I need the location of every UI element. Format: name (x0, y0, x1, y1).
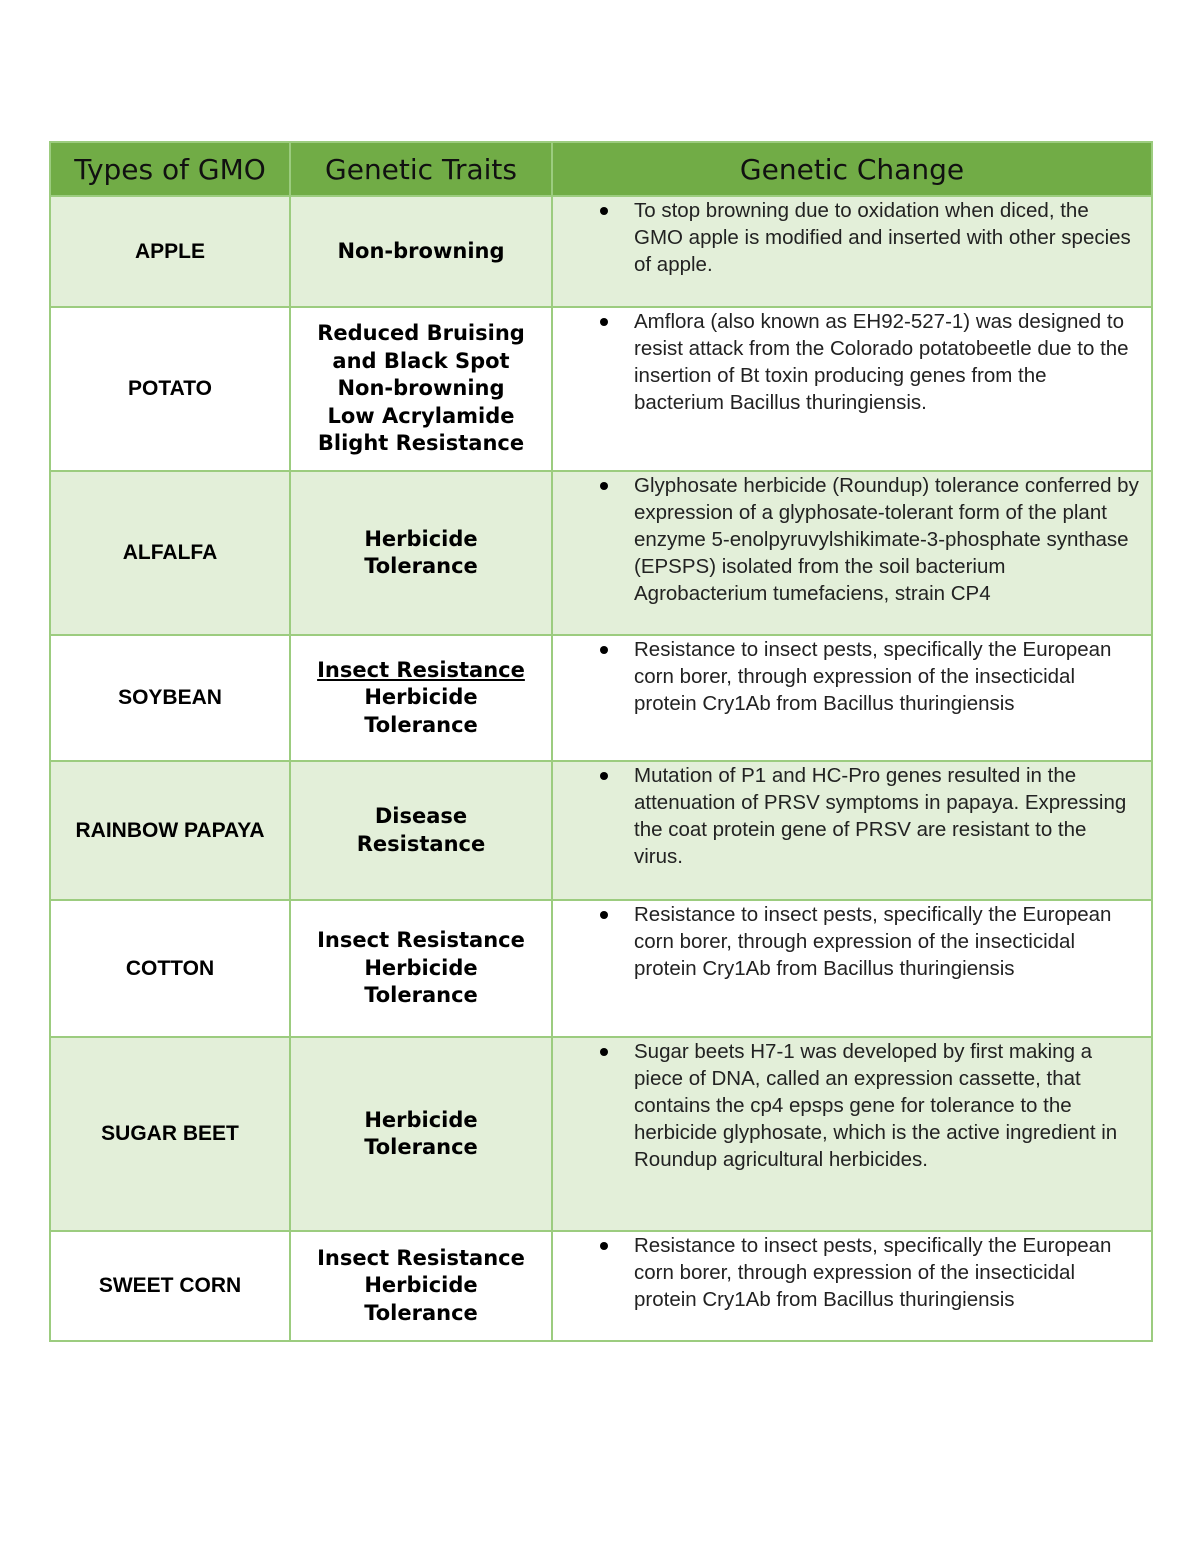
trait-line: Herbicide (364, 955, 478, 980)
table-row-sweet-corn (50, 1231, 1152, 1341)
genetic-change-text: Glyphosate herbicide (Roundup) tolerance conferred by expression of a glyphosate-tolerant form of the plant enzyme 5-enolpyruvylshikimate-3-phosphate synthase (EPSPS) isolated from the soil bacterium Agrobacterium tumefaciens, strain CP4 (553, 472, 1151, 607)
genetic-change-text: Resistance to insect pests, specifically the European corn borer, through expression of the insecticidal protein Cry1Ab from Bacillus thuringiensis (553, 1232, 1151, 1313)
trait-line: Insect Resistance (317, 928, 525, 953)
trait-line: Tolerance (364, 1135, 478, 1159)
table-row-potato (50, 307, 1152, 471)
genetic-traits (290, 635, 552, 761)
genetic-change (552, 900, 1152, 1037)
gmo-type: APPLE (50, 196, 290, 307)
trait-line: Non-browning (337, 238, 505, 263)
header-genetic-change: Genetic Change (552, 142, 1152, 196)
genetic-change-text: Mutation of P1 and HC-Pro genes resulted in the attenuation of PRSV symptoms in papaya. Expressing the coat protein gene of PRSV are resistant to the virus. (553, 762, 1151, 870)
trait-line: Insect Resistance (317, 657, 525, 682)
header-types-of-gmo: Types of GMO (50, 142, 290, 196)
genetic-traits (290, 307, 552, 471)
genetic-change (552, 635, 1152, 761)
genetic-change-text: To stop browning due to oxidation when diced, the GMO apple is modified and inserted with other species of apple. (553, 197, 1151, 278)
genetic-traits (290, 1037, 552, 1231)
trait-line: Herbicide (364, 1273, 478, 1298)
gmo-type: RAINBOW PAPAYA (50, 761, 290, 900)
trait-line: Non-browning (337, 376, 505, 401)
table-row-cotton (50, 900, 1152, 1037)
trait-line: Herbicide (364, 685, 478, 710)
genetic-change (552, 1037, 1152, 1231)
trait-line: Reduced Bruising (317, 321, 525, 346)
genetic-change-text: Amflora (also known as EH92-527-1) was designed to resist attack from the Colorado potatobeetle due to the insertion of Bt toxin producing genes from the bacterium Bacillus thuringiensis. (553, 308, 1151, 416)
gmo-type: ALFALFA (50, 471, 290, 635)
header-genetic-traits: Genetic Traits (290, 142, 552, 196)
genetic-traits (290, 196, 552, 307)
table-row-rainbow-papaya (50, 761, 1152, 900)
genetic-traits (290, 1231, 552, 1341)
trait-line: Insect Resistance (317, 1245, 525, 1270)
trait-line: Tolerance (364, 983, 478, 1008)
trait-line: Herbicide (364, 1107, 478, 1132)
gmo-type: POTATO (50, 307, 290, 471)
table-row-apple (50, 196, 1152, 307)
trait-line: Tolerance (364, 554, 478, 578)
gmo-type: COTTON (50, 900, 290, 1037)
gmo-type: SUGAR BEET (50, 1037, 290, 1231)
trait-line: Resistance (356, 831, 486, 856)
table-row-alfalfa (50, 471, 1152, 635)
trait-line: Tolerance (364, 712, 478, 737)
genetic-change (552, 761, 1152, 900)
gmo-type: SOYBEAN (50, 635, 290, 761)
table-row-sugar-beet (50, 1037, 1152, 1231)
trait-line: and Black Spot (332, 348, 510, 373)
table-row-soybean (50, 635, 1152, 761)
table-header-row (50, 142, 1152, 196)
genetic-traits (290, 761, 552, 900)
trait-line: Tolerance (364, 1300, 478, 1325)
trait-line: Disease (374, 804, 468, 828)
trait-line: Herbicide (364, 526, 478, 551)
genetic-change (552, 196, 1152, 307)
genetic-traits (290, 900, 552, 1037)
genetic-change-text: Sugar beets H7-1 was developed by first making a piece of DNA, called an expression cassette, that contains the cp4 epsps gene for tolerance to the herbicide glyphosate, which is the active ingredient in Roundup agricultural herbicides. (553, 1038, 1151, 1173)
gmo-type: SWEET CORN (50, 1231, 290, 1341)
genetic-change (552, 471, 1152, 635)
trait-line: Low Acrylamide (327, 403, 515, 428)
gmo-table (49, 141, 1153, 1342)
genetic-change (552, 1231, 1152, 1341)
genetic-change-text: Resistance to insect pests, specifically the European corn borer, through expression of the insecticidal protein Cry1Ab from Bacillus thuringiensis (553, 901, 1151, 982)
genetic-traits (290, 471, 552, 635)
genetic-change (552, 307, 1152, 471)
trait-line: Blight Resistance (317, 431, 525, 456)
genetic-change-text: Resistance to insect pests, specifically the European corn borer, through expression of the insecticidal protein Cry1Ab from Bacillus thuringiensis (553, 636, 1151, 717)
